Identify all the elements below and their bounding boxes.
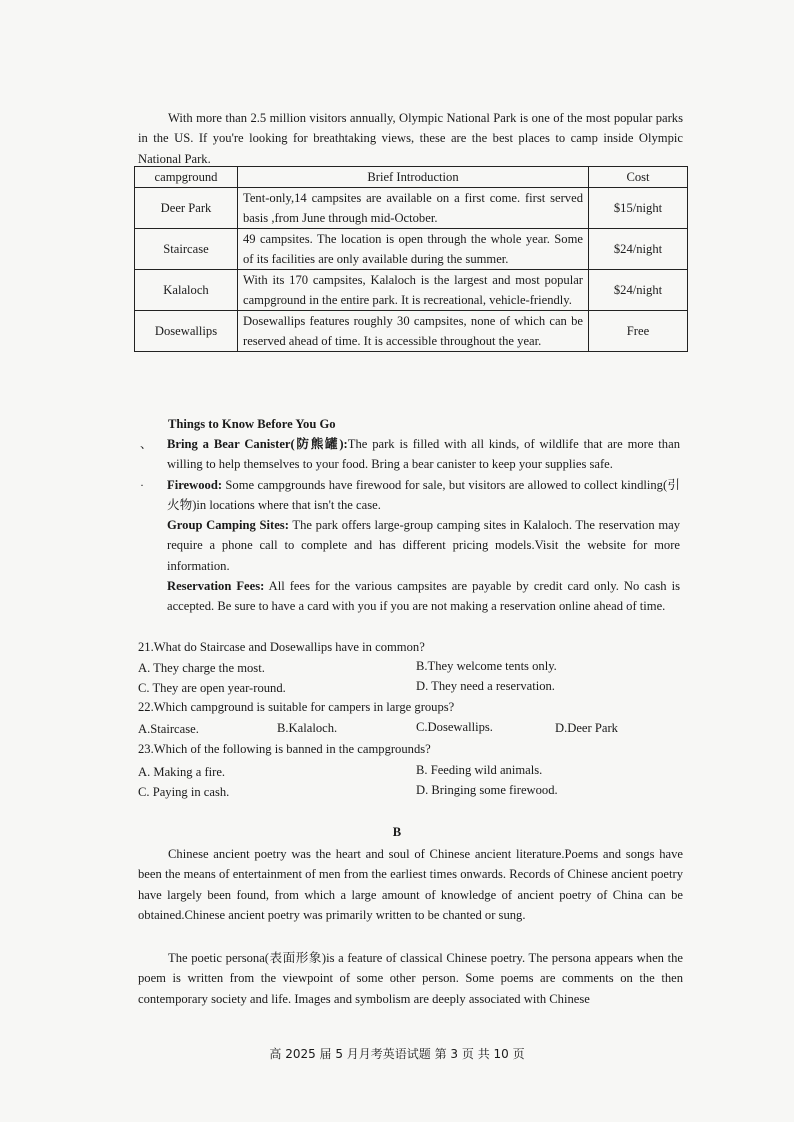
header-campground: campground <box>135 167 238 188</box>
campground-cost: Free <box>589 311 688 352</box>
tip-label: Reservation Fees: <box>167 579 265 593</box>
campground-intro: 49 campsites. The location is open through the whole year. Some of its facilities are only available during the summer. <box>238 229 589 270</box>
option-22-c: C.Dosewallips. <box>416 720 493 734</box>
header-brief-introduction: Brief Introduction <box>238 167 589 188</box>
things-to-know-title: Things to Know Before You Go <box>168 417 336 431</box>
campground-cost: $15/night <box>589 188 688 229</box>
campground-intro: With its 170 campsites, Kalaloch is the largest and most popular campground in the entire park. It is recreational, vehicle-friendly. <box>238 270 589 311</box>
campground-name: Kalaloch <box>135 270 238 311</box>
bullet-mark: 、 <box>140 437 153 451</box>
option-21-d: D. They need a reservation. <box>416 679 555 693</box>
header-cost: Cost <box>589 167 688 188</box>
tip-bear-canister <box>167 434 680 475</box>
campground-cost: $24/night <box>589 270 688 311</box>
option-23-b: B. Feeding wild animals. <box>416 763 543 777</box>
table-row <box>135 311 688 352</box>
option-23-c: C. Paying in cash. <box>138 785 230 799</box>
question-21: 21.What do Staircase and Dosewallips have in common? <box>138 640 425 654</box>
tip-text: Some campgrounds have firewood for sale, but visitors are allowed to collect kindling(引火物)in locations where that isn't the case. <box>167 478 680 513</box>
intro-paragraph: With more than 2.5 million visitors annually, Olympic National Park is one of the most popular parks in the US. If you're looking for breathtaking views, these are the best places to camp inside Olympic National Park. <box>138 111 683 166</box>
option-22-a: A.Staircase. <box>138 722 199 736</box>
tip-label: Firewood: <box>167 478 223 492</box>
page-footer: 高 2025 届 5 月月考英语试题 第 3 页 共 10 页 <box>269 1047 525 1061</box>
option-23-d: D. Bringing some firewood. <box>416 783 558 797</box>
option-21-a: A. They charge the most. <box>138 661 265 675</box>
campground-name: Staircase <box>135 229 238 270</box>
question-23: 23.Which of the following is banned in the campgrounds? <box>138 742 431 756</box>
tip-firewood <box>167 475 680 516</box>
option-21-c: C. They are open year-round. <box>138 681 286 695</box>
option-22-b: B.Kalaloch. <box>277 721 338 735</box>
option-22-d: D.Deer Park <box>555 721 618 735</box>
tip-label: Bring a Bear Canister(防熊罐): <box>167 437 348 451</box>
tip-text: The park is filled with all kinds, of wildlife that are more than willing to help themselves to your food. Bring a bear canister to keep your supplies safe. <box>167 437 680 472</box>
question-22: 22.Which campground is suitable for campers in large groups? <box>138 700 455 714</box>
tip-label: Group Camping Sites: <box>167 518 289 532</box>
tip-group-camping <box>167 515 680 576</box>
part-b-paragraph-2: The poetic persona(表面形象)is a feature of classical Chinese poetry. The persona appears when the poem is written from the viewpoint of some other person. Some poems are comments on the then contemporary society and life. Images and symbolism are deeply associated with Chinese <box>138 951 683 1006</box>
campground-table <box>134 166 688 352</box>
campground-name: Deer Park <box>135 188 238 229</box>
table-header-row <box>135 167 688 188</box>
tip-reservation-fees <box>167 576 680 617</box>
campground-intro: Dosewallips features roughly 30 campsites, none of which can be reserved ahead of time. It is accessible throughout the year. <box>238 311 589 352</box>
tip-text: All fees for the various campsites are payable by credit card only. No cash is accepted. Be sure to have a card with you if you are not making a reservation online ahead of time. <box>167 579 680 614</box>
option-23-a: A. Making a fire. <box>138 765 226 779</box>
campground-name: Dosewallips <box>135 311 238 352</box>
part-b-heading: B <box>392 825 402 839</box>
tip-text: The park offers large-group camping sites in Kalaloch. The reservation may require a phone call to complete and has different pricing models.Visit the website for more information. <box>167 518 681 573</box>
bullet-mark: · <box>140 478 144 492</box>
part-b-paragraph-1: Chinese ancient poetry was the heart and soul of Chinese ancient literature.Poems and songs have been the means of entertainment of men from the earliest times onwards. Records of Chinese ancient poetry have largely been found, from which a large amount of knowledge of ancient poetry of China can be obtained.Chinese ancient poetry was primarily written to be chanted or sung. <box>138 847 683 923</box>
table-row <box>135 188 688 229</box>
table-row <box>135 229 688 270</box>
option-21-b: B.They welcome tents only. <box>416 659 557 673</box>
campground-intro: Tent-only,14 campsites are available on a first come. first served basis ,from June through mid-October. <box>238 188 589 229</box>
table-row <box>135 270 688 311</box>
campground-cost: $24/night <box>589 229 688 270</box>
